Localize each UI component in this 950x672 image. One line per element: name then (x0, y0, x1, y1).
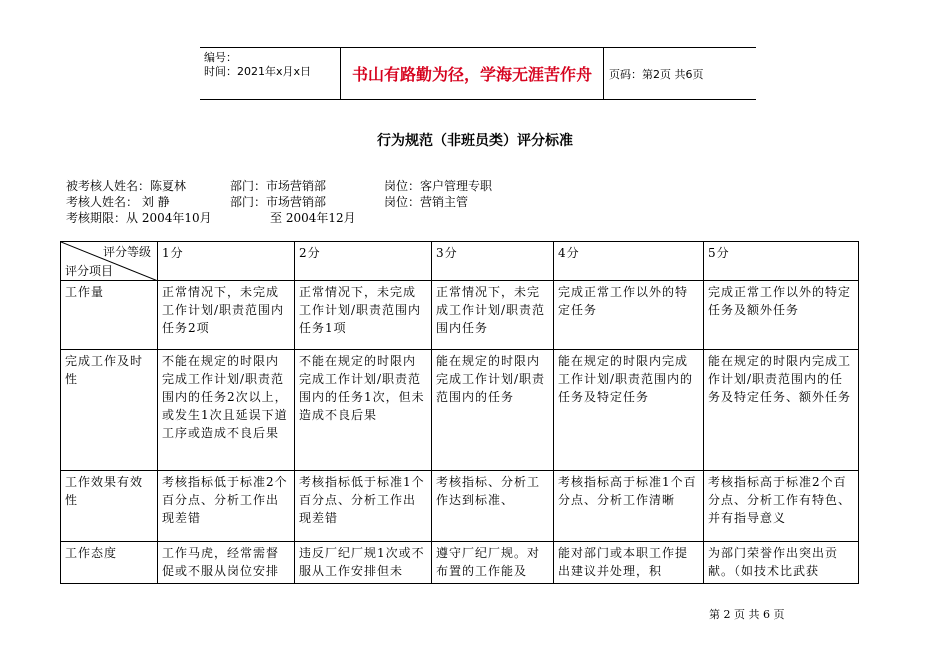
grade-header: 1分 (158, 242, 295, 281)
table-row (61, 471, 859, 542)
motto: 书山有路勤为径，学海无涯苦作舟 (340, 48, 604, 99)
table-row (61, 542, 859, 584)
time-label: 时间：2021年x月x日 (204, 65, 312, 78)
row-item: 工作量 (61, 281, 158, 350)
examinee-post: 岗位：客户管理专职 (384, 179, 493, 193)
grade-header: 2分 (295, 242, 432, 281)
table-cell: 遵守厂纪厂规。对布置的工作能及 (432, 542, 554, 584)
table-row (61, 281, 859, 350)
grade-header: 4分 (554, 242, 704, 281)
table-cell: 能在规定的时限内完成工作计划/职责范围内的任务 (432, 350, 554, 471)
grade-header: 5分 (704, 242, 859, 281)
page-number-label: 页码：第2页 共6页 (609, 67, 704, 81)
scoring-table (60, 241, 859, 584)
table-row (61, 350, 859, 471)
grade-header: 3分 (432, 242, 554, 281)
header-left (200, 48, 340, 99)
corner-item-label: 评分项目 (65, 264, 114, 278)
table-cell: 不能在规定的时限内完成工作计划/职责范围内的任务1次，但未造成不良后果 (295, 350, 432, 471)
table-cell: 为部门荣誉作出突出贡献。（如技术比武获 (704, 542, 859, 584)
table-cell: 正常情况下，未完成工作计划/职责范围内任务 (432, 281, 554, 350)
table-cell: 考核指标低于标准1个百分点、分析工作出现差错 (295, 471, 432, 542)
corner-cell (61, 242, 158, 281)
page-header (200, 47, 756, 100)
examiner-name: 考核人姓名： 刘 静 (66, 195, 170, 209)
table-cell: 不能在规定的时限内完成工作计划/职责范围内的任务2次以上，或发生1次且延误下道工序或造成不良后果 (158, 350, 295, 471)
period-from: 考核期限：从 2004年10月 (66, 211, 212, 225)
table-cell: 正常情况下，未完成工作计划/职责范围内任务2项 (158, 281, 295, 350)
examinee-name: 被考核人姓名：陈夏林 (66, 179, 187, 193)
table-cell: 能在规定的时限内完成工作计划/职责范围内的任务及特定任务 (554, 350, 704, 471)
table-cell: 能在规定的时限内完成工作计划/职责范围内的任务及特定任务、额外任务 (704, 350, 859, 471)
table-cell: 完成正常工作以外的特定任务 (554, 281, 704, 350)
table-header-row (61, 242, 859, 281)
table-cell: 完成正常工作以外的特定任务及额外任务 (704, 281, 859, 350)
table-cell: 违反厂纪厂规1次或不服从工作安排但未 (295, 542, 432, 584)
examiner-dept: 部门：市场营销部 (230, 195, 327, 209)
table-cell: 考核指标低于标准2个百分点、分析工作出现差错 (158, 471, 295, 542)
table-cell: 考核指标、分析工作达到标准、 (432, 471, 554, 542)
table-cell: 考核指标高于标准1个百分点、分析工作清晰 (554, 471, 704, 542)
table-cell: 考核指标高于标准2个百分点、分析工作有特色、并有指导意义 (704, 471, 859, 542)
number-label: 编号： (204, 51, 237, 64)
corner-grade-label: 评分等级 (102, 245, 151, 259)
table-cell: 工作马虎，经常需督促或不服从岗位安排 (158, 542, 295, 584)
row-item: 工作效果有效性 (61, 471, 158, 542)
period-to: 至 2004年12月 (270, 211, 356, 225)
table-cell: 能对部门或本职工作提出建议并处理，积 (554, 542, 704, 584)
examiner-post: 岗位：营销主管 (384, 195, 469, 209)
table-cell: 正常情况下，未完成工作计划/职责范围内任务1项 (295, 281, 432, 350)
page-footer: 第 2 页 共 6 页 (709, 608, 785, 621)
row-item: 完成工作及时性 (61, 350, 158, 471)
row-item: 工作态度 (61, 542, 158, 584)
document-title: 行为规范（非班员类）评分标准 (377, 133, 573, 149)
examinee-dept: 部门：市场营销部 (230, 179, 327, 193)
